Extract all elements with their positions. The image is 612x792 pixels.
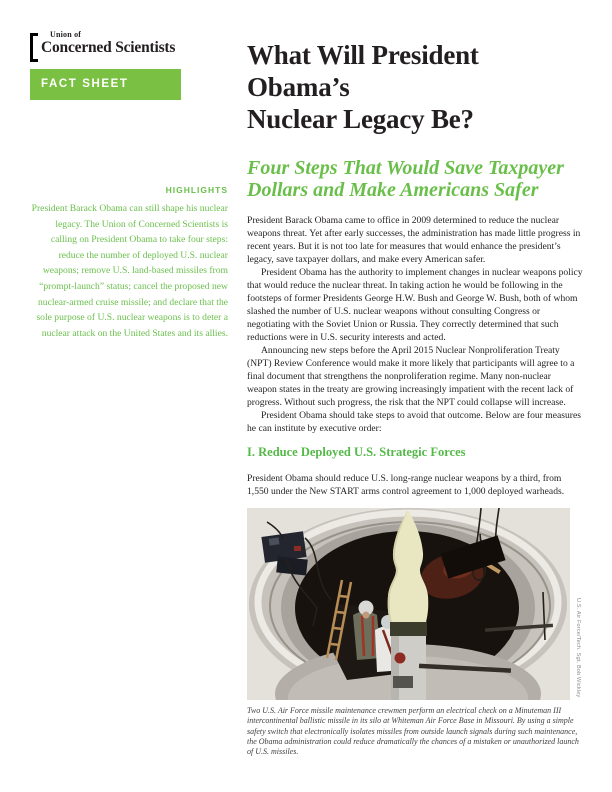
body-paragraph: President Barack Obama came to office in 2009 determined to reduce the nuclear weapons threat. Yet after early successes, the administration has made little progress in recent years. But it is not too late for measures that would enhance the president’s legacy, save taxpayer dollars, and make every American safer. (247, 215, 581, 265)
page-subtitle-line1: Four Steps That Would Save Taxpayer (247, 157, 564, 179)
logo-union-of: Union of (50, 30, 82, 39)
photo-figure (247, 508, 581, 757)
photo-caption: Two U.S. Air Force missile maintenance crewmen perform an electrical check on a Minuteman III intercontinental ballistic missile in its silo at Whiteman Air Force Base in Missouri. By using a simple safety switch that electronically isolates missiles from outside launch signals during such maintenance, the Obama administration could reduce dramatically the chances of a mistaken or unauthorized launch of U.S. missiles. (247, 706, 579, 757)
body-text (247, 214, 583, 435)
section-paragraph: President Obama should reduce U.S. long-range nuclear weapons by a third, from 1,550 under the New START arms control agreement to 1,000 deployed warheads. (247, 473, 565, 497)
logo-concerned-scientists: Concerned Scientists (41, 39, 176, 56)
page-subtitle (247, 157, 583, 201)
highlights-section (30, 185, 228, 341)
ucs-logo (30, 31, 175, 62)
highlights-body: President Barack Obama can still shape his nuclear legacy. The Union of Concerned Scientists is calling on President Obama to take four steps: reduce the number of deployed U.S. nuclear weapons; remove U.S. land-based missiles from “prompt-launch” status; cancel the proposed new nuclear-armed cruise missile; and declare that the sole purpose of U.S. nuclear weapons is to deter a nuclear attack on the United States and its allies. (31, 203, 228, 339)
highlights-heading: HIGHLIGHTS (165, 185, 228, 195)
logo-bracket-icon (30, 33, 38, 62)
body-paragraph: President Obama should take steps to avoid that outcome. Below are four measures he can institute by executive order: (247, 410, 581, 434)
missile-red-marking (395, 653, 406, 664)
page-title (247, 39, 583, 135)
page-title-line2: Nuclear Legacy Be? (247, 104, 474, 134)
page-title-line1: What Will President Obama’s (247, 40, 479, 102)
logo-text (41, 31, 175, 56)
silo-photo (247, 508, 570, 700)
page-subtitle-line2: Dollars and Make Americans Safer (247, 179, 539, 201)
main-column (247, 0, 583, 757)
fact-sheet-banner: FACT SHEET (30, 69, 181, 100)
section-heading: I. Reduce Deployed U.S. Strategic Forces (247, 445, 466, 459)
body-paragraph: Announcing new steps before the April 2015 Nuclear Nonproliferation Treaty (NPT) Review Conference would make it more likely that participants will agree to a final document that strengthens the nonproliferation regime. Many non-nuclear weapon states in the treaty are growing increasingly impatient with the recent lack of progress. Without such progress, the risk that the NPT could collapse will increase. (247, 345, 575, 408)
photo-credit: U.S. Air Force/Tech. Sgt. Bob Wickley (575, 598, 581, 698)
body-paragraph: President Obama has the authority to implement changes in nuclear weapons policy that would reduce the nuclear threat. In taking action he would be following in the footsteps of former Presidents George H.W. Bush and George W. Bush, both of whom slashed the number of U.S. nuclear weapons without consulting Congress or negotiating with the Soviet Union or Russia. They correctly determined that such reductions were in U.S. security interests and acted. (247, 267, 583, 343)
